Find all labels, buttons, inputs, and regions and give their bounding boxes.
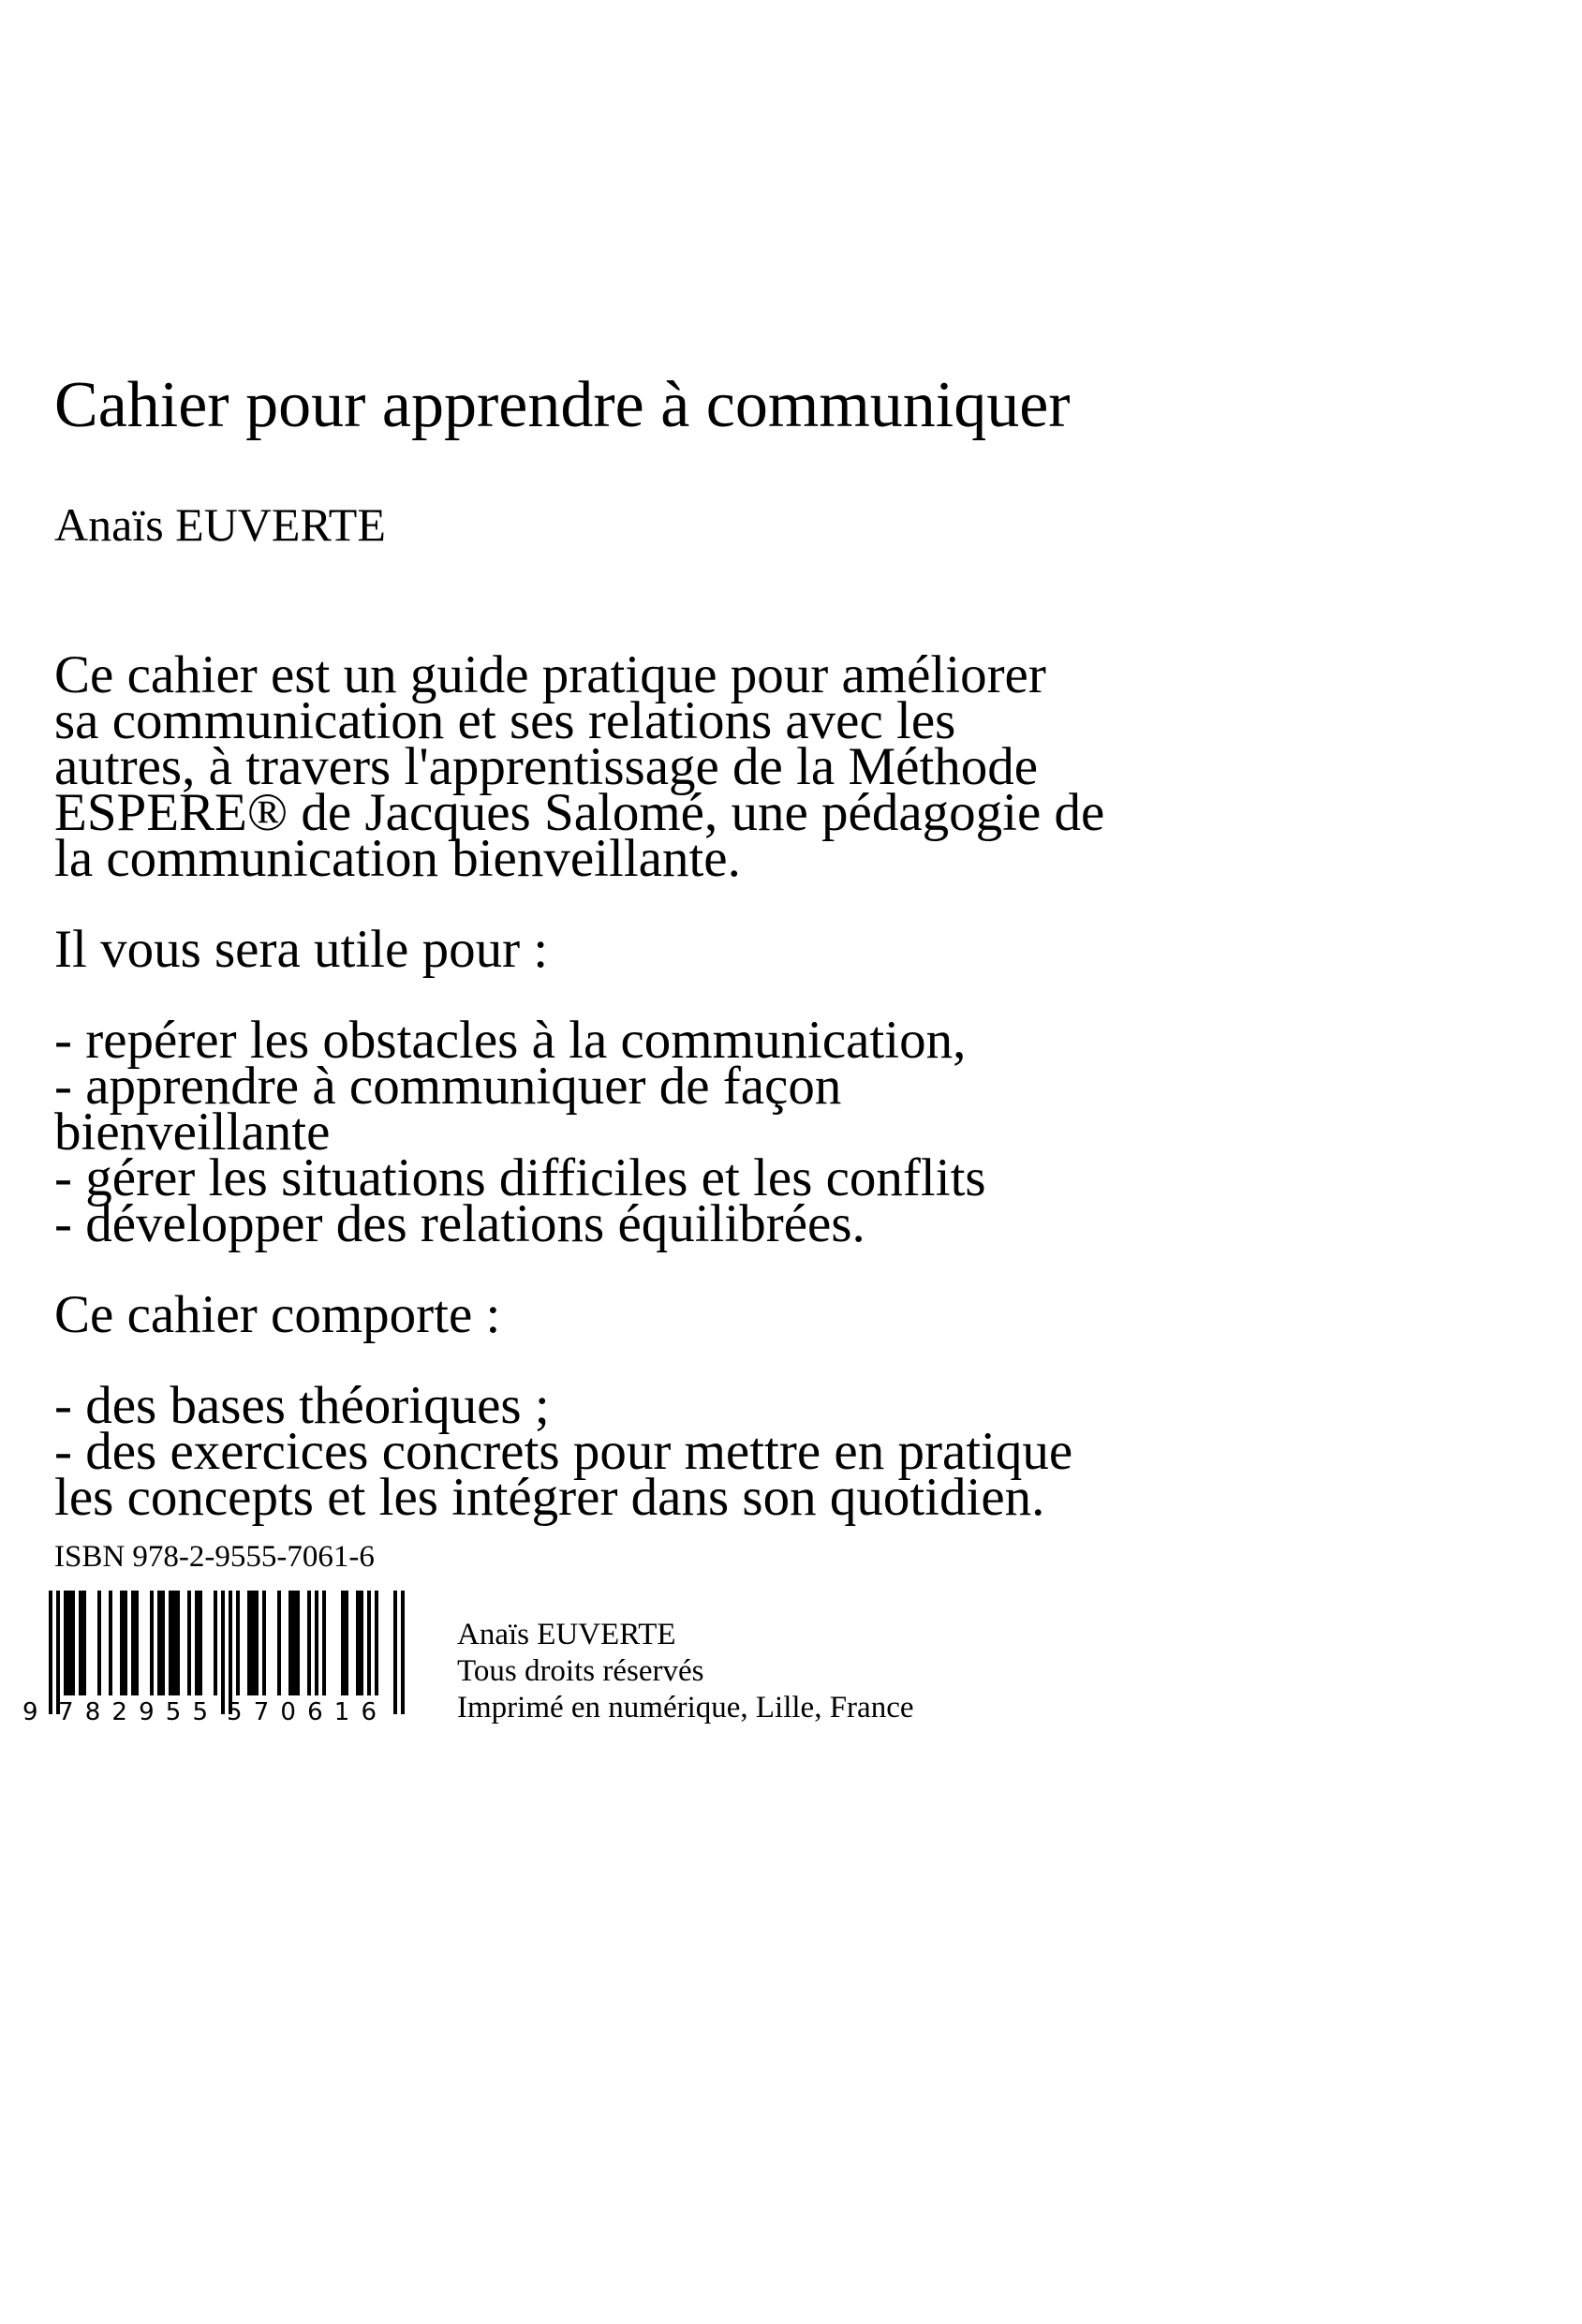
barcode-bar: [150, 1591, 154, 1695]
uses-list-item: - gérer les situations difficiles et les conflits: [54, 1148, 986, 1207]
barcode-bar: [401, 1591, 405, 1714]
barcode-bar: [79, 1591, 86, 1695]
contents-list-item: - des exercices concrets pour mettre en pratique: [54, 1422, 1073, 1481]
uses-list-item: - développer des relations équilibrées.: [54, 1194, 865, 1253]
uses-list-item: - apprendre à communiquer de façon: [54, 1057, 842, 1116]
barcode-bar: [229, 1591, 232, 1714]
barcode-bar: [375, 1591, 378, 1695]
book-title: Cahier pour apprendre à communiquer: [54, 369, 1071, 441]
barcode-bar: [56, 1591, 60, 1714]
description-line: ESPERE® de Jacques Salomé, une pédagogie de: [54, 783, 1105, 842]
barcode-bar: [288, 1591, 300, 1695]
barcode-right-digits: 570616: [227, 1698, 377, 1724]
barcode-bar: [393, 1591, 397, 1714]
barcode-bar: [341, 1591, 348, 1695]
publisher-rights: Tous droits réservés: [457, 1654, 704, 1688]
barcode-bar: [356, 1591, 363, 1695]
barcode-bar: [221, 1591, 225, 1714]
description-line: la communication bienveillante.: [54, 829, 741, 888]
barcode-bar: [187, 1591, 191, 1695]
contents-intro: Ce cahier comporte :: [54, 1285, 501, 1344]
barcode-bar: [97, 1591, 101, 1695]
barcode-bar: [157, 1591, 165, 1695]
contents-list-item: les concepts et les intégrer dans son quotidien.: [54, 1468, 1045, 1527]
barcode-bar: [195, 1591, 202, 1695]
uses-list-item: bienveillante: [54, 1103, 331, 1162]
barcode-bar: [262, 1591, 266, 1695]
barcode-bar: [315, 1591, 318, 1695]
contents-list-item: - des bases théoriques ;: [54, 1376, 550, 1435]
barcode-bars: [49, 1591, 405, 1714]
publisher-name: Anaïs EUVERTE: [457, 1618, 676, 1651]
isbn-label: ISBN 978-2-9555-7061-6: [54, 1540, 375, 1574]
uses-intro: Il vous sera utile pour :: [54, 920, 549, 979]
book-author: Anaïs EUVERTE: [54, 498, 386, 551]
barcode-bar: [120, 1591, 127, 1695]
description-line: Ce cahier est un guide pratique pour améliorer: [54, 645, 1046, 704]
barcode-bar: [236, 1591, 240, 1695]
publisher-printing: Imprimé en numérique, Lille, France: [457, 1691, 914, 1724]
uses-list-item: - repérer les obstacles à la communication,: [54, 1011, 967, 1070]
barcode-bar: [307, 1591, 311, 1695]
isbn-barcode: [21, 1591, 405, 1724]
barcode-bar: [109, 1591, 112, 1695]
back-cover-description: [54, 645, 1272, 1527]
barcode-bar: [64, 1591, 75, 1695]
barcode-bar: [49, 1591, 52, 1714]
barcode-bar: [247, 1591, 259, 1695]
barcode-bar: [214, 1591, 217, 1695]
barcode-bar: [322, 1591, 326, 1695]
description-line: sa communication et ses relations avec les: [54, 691, 956, 750]
publisher-block: [457, 1617, 914, 1726]
barcode-bar: [169, 1591, 180, 1695]
barcode-bar: [277, 1591, 281, 1695]
barcode-bar: [131, 1591, 139, 1695]
barcode-bar: [367, 1591, 371, 1695]
description-line: autres, à travers l'apprentissage de la Méthode: [54, 737, 1039, 796]
barcode-lead-digit: 9: [22, 1698, 38, 1724]
barcode-left-digits: 782955: [58, 1698, 208, 1724]
